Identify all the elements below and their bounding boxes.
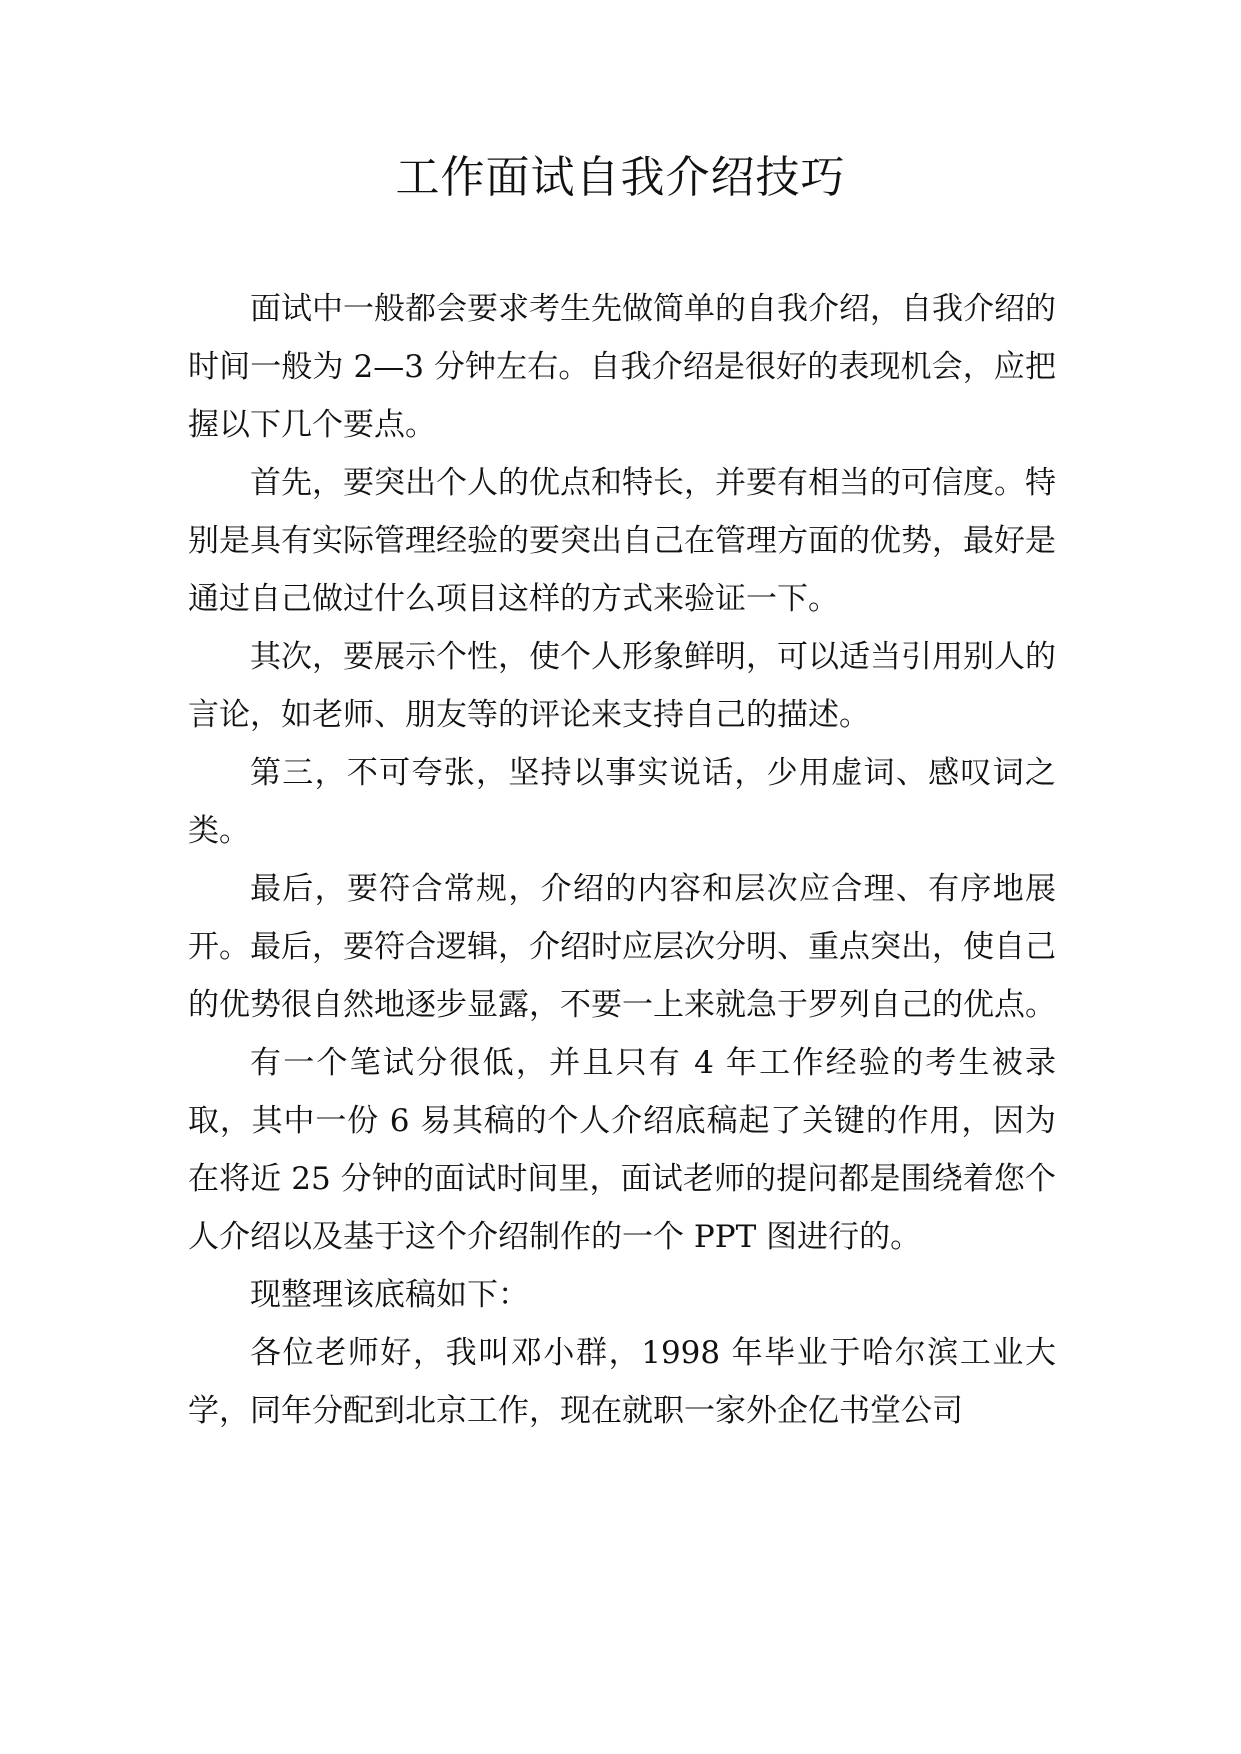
document-title: 工作面试自我介绍技巧 <box>395 152 846 203</box>
paragraph-second-point: 其次，要展示个性，使个人形象鲜明，可以适当引用别人的言论，如老师、朋友等的评论来支持自己的描述。 <box>188 639 1056 733</box>
paragraph-draft-start: 各位老师好，我叫邓小群，1998 年毕业于哈尔滨工业大学，同年分配到北京工作，现在就职一家外企亿书堂公司 <box>188 1335 1056 1429</box>
paragraph-example: 有一个笔试分很低，并且只有 4 年工作经验的考生被录取，其中一份 6 易其稿的个人介绍底稿起了关键的作用，因为在将近 25 分钟的面试时间里，面试老师的提问都是围绕着您个人介绍以及基于这个介绍制作的一个 PPT 图进行的。 <box>188 1045 1056 1255</box>
document-body <box>188 280 1056 1440</box>
paragraph-intro: 面试中一般都会要求考生先做简单的自我介绍，自我介绍的时间一般为 2—3 分钟左右。自我介绍是很好的表现机会，应把握以下几个要点。 <box>188 291 1056 443</box>
paragraph-last-point: 最后，要符合常规，介绍的内容和层次应合理、有序地展开。最后，要符合逻辑，介绍时应层次分明、重点突出，使自己的优势很自然地逐步显露，不要一上来就急于罗列自己的优点。 <box>188 871 1056 1023</box>
paragraph-third-point: 第三，不可夸张，坚持以事实说话，少用虚词、感叹词之类。 <box>188 755 1056 849</box>
paragraph-draft-intro: 现整理该底稿如下： <box>250 1277 529 1313</box>
paragraph-first-point: 首先，要突出个人的优点和特长，并要有相当的可信度。特别是具有实际管理经验的要突出自己在管理方面的优势，最好是通过自己做过什么项目这样的方式来验证一下。 <box>188 465 1056 617</box>
